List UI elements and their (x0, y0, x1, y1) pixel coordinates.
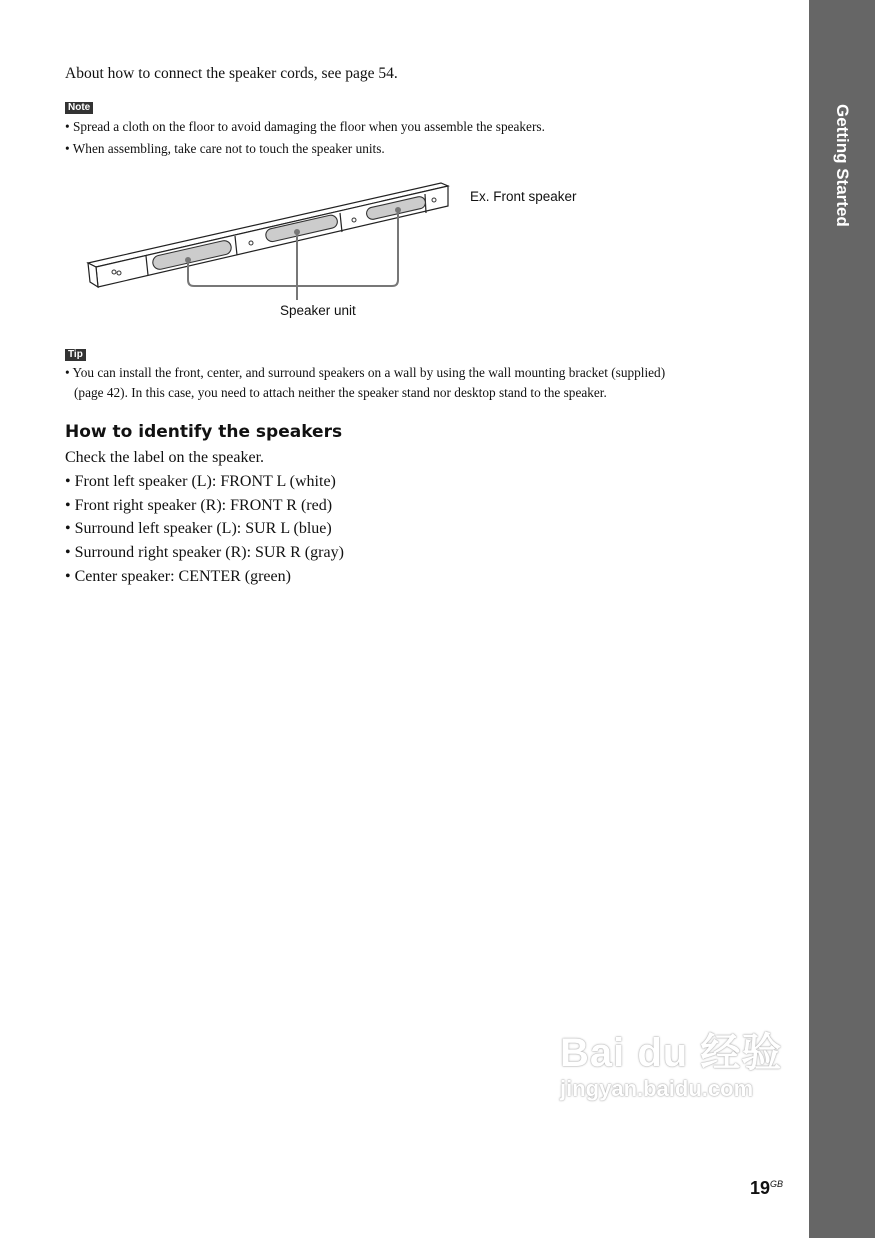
list-item: • Front left speaker (L): FRONT L (white) (65, 472, 336, 490)
figure-caption-front: Ex. Front speaker (470, 189, 577, 204)
tip-badge: Tip (65, 349, 86, 361)
list-item: • Center speaker: CENTER (green) (65, 567, 291, 585)
watermark (560, 1030, 782, 1101)
watermark-url: jingyan.baidu.com (560, 1076, 754, 1101)
section-tab-label: Getting Started (833, 104, 852, 227)
figure-caption-unit: Speaker unit (280, 303, 356, 318)
list-item: • Surround left speaker (L): SUR L (blue) (65, 520, 332, 538)
page-number-suffix: GB (770, 1179, 784, 1189)
intro-text: About how to connect the speaker cords, see page 54. (65, 65, 398, 82)
section-lead: Check the label on the speaker. (65, 449, 265, 466)
watermark-brand: Bai du 经验 (560, 1031, 783, 1075)
list-item: • Surround right speaker (R): SUR R (gray) (65, 544, 344, 562)
section-heading: How to identify the speakers (65, 422, 343, 442)
note-item: • When assembling, take care not to touch the speaker units. (65, 141, 385, 156)
page-number (750, 1178, 783, 1199)
tip-line: • You can install the front, center, and surround speakers on a wall by using the wall mounting bracket (supplied) (65, 365, 666, 380)
list-item: • Front right speaker (R): FRONT R (red) (65, 496, 333, 514)
tip-line: (page 42). In this case, you need to attach neither the speaker stand nor desktop stand to the speaker. (74, 385, 607, 400)
page-number-value: 19 (750, 1178, 771, 1198)
front-speaker-illustration (0, 0, 620, 330)
note-item: • Spread a cloth on the floor to avoid damaging the floor when you assemble the speakers. (65, 119, 545, 134)
note-badge: Note (65, 102, 93, 114)
